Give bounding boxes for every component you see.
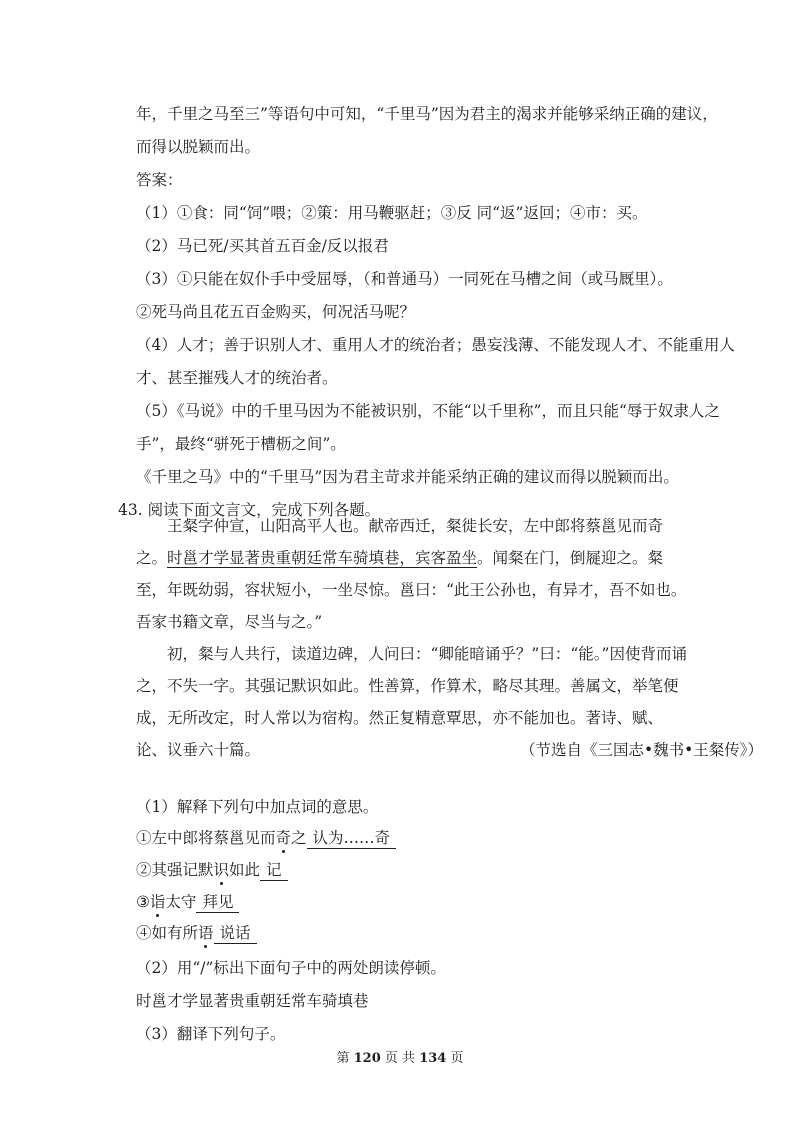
passage-p1-underlined-sentence: 时邕才学显著贵重朝廷常车骑填巷，宾客盈坐 xyxy=(167,549,478,567)
answer-line-4: ②死马尚且花五百金购买，何况活马呢？ xyxy=(136,303,416,321)
sub1-item-2 xyxy=(136,860,288,881)
sub2-title: （2）用“/”标出下面句子中的两处朗读停顿。 xyxy=(136,959,446,977)
sub1-item-3-text-after: 太守 xyxy=(165,893,197,911)
sub1-item-1-answer: 认为……奇 xyxy=(307,829,397,849)
sub1-item-1 xyxy=(136,828,396,849)
answer-line-6: 才、甚至摧残人才的统治者。 xyxy=(136,369,338,387)
intro-line-1: 年，千里之马至三”等语句中可知，“千里马”因为君主的渴求并能够采纳正确的建议， xyxy=(136,105,718,123)
sub1-title: （1）解释下列句中加点词的意思。 xyxy=(136,798,379,816)
passage-p1-end: 。闻粲在门，倒屣迎之。粲至，年既幼弱，容状短小，一坐尽惊。邕曰：“此王公孙也，有异才，吾不如也。吾家书籍文章，尽当与之。” xyxy=(136,549,687,631)
sub1-item-2-text: ②其强记默 xyxy=(136,861,214,879)
sub3-title: （3）翻译下列句子。 xyxy=(136,1025,286,1043)
sub1-item-4-text: ④如有所 xyxy=(136,924,199,942)
sub1-item-2-dotted-word: 识 xyxy=(213,861,230,879)
answer-label: 答案： xyxy=(136,171,183,189)
answer-line-3: （3）①只能在奴仆手中受屈辱，（和普通马）一同死在马槽之间（或马厩里）。 xyxy=(136,270,673,288)
passage-paragraph-2: 初，粲与人共行，读道边碑，人问曰：“卿能暗诵乎？”曰：“能。”因使背而诵之，不失一字。其强记默识如此。性善算，作算术，略尽其理。善属文，举笔便成，无所改定，时人常以为宿构。然正复精意覃思，亦不能加也。著诗、赋、论、议垂六十篇。 xyxy=(136,645,687,759)
question-prompt: 阅读下面文言文，完成下列各题。 xyxy=(147,501,381,519)
passage-source: （节选自《三国志•魏书•王粲传》） xyxy=(520,741,764,759)
sub1-item-3-dotted-word: 诣 xyxy=(149,893,166,911)
sub1-item-3 xyxy=(136,892,239,913)
sub1-item-3-answer: 拜见 xyxy=(196,893,239,913)
sub1-item-1-dotted-word: 奇 xyxy=(275,829,292,847)
sub1-item-4-dotted-word: 语 xyxy=(198,924,214,942)
answer-line-8: 手”，最终“骈死于槽枥之间”。 xyxy=(136,435,346,453)
answer-line-9: 《千里之马》中的“千里马”因为君主苛求并能采纳正确的建议而得以脱颖而出。 xyxy=(136,468,679,486)
answer-line-2: （2）马已死/买其首五百金/反以报君 xyxy=(136,237,389,255)
passage-paragraph-1 xyxy=(136,510,688,638)
sub1-item-2-answer: 记 xyxy=(260,861,288,881)
question-number: 43. xyxy=(118,501,143,519)
sub1-item-3-text: ③ xyxy=(136,893,150,911)
sub1-item-4 xyxy=(136,923,257,944)
footer-total-pages: 134 xyxy=(419,1051,447,1066)
footer-suffix: 页 xyxy=(450,1051,464,1066)
footer-middle: 页 共 xyxy=(384,1051,416,1066)
intro-line-2: 而得以脱颖而出。 xyxy=(136,138,261,156)
page-footer xyxy=(0,1050,800,1068)
answer-line-5: （4）人才；善于识别人才、重用人才的统治者；愚妄浅薄、不能发现人才、不能重用人 xyxy=(136,336,735,354)
footer-prefix: 第 xyxy=(336,1051,350,1066)
passage-p1-start: 王粲字仲宣，山阳高平人也。献帝西迁，粲徙长安，左中郎将蔡邕见而奇之。 xyxy=(136,517,664,567)
sub1-item-1-text-after: 之 xyxy=(291,829,307,847)
sub1-item-1-text: ①左中郎将蔡邕见而 xyxy=(136,829,276,847)
footer-current-page: 120 xyxy=(353,1051,381,1066)
answer-line-1: （1）①食：同“饲”喂；②策：用马鞭驱赶；③反 同“返”返回；④市：买。 xyxy=(136,204,648,222)
sub1-item-4-answer: 说话 xyxy=(214,924,257,944)
sub1-item-2-text-after: 如此 xyxy=(229,861,261,879)
answer-line-7: （5）《马说》中的千里马因为不能被识别，不能“以千里称”，而且只能“辱于奴隶人之 xyxy=(136,402,720,420)
sub2-sentence: 时邕才学显著贵重朝廷常车骑填巷 xyxy=(136,992,369,1010)
